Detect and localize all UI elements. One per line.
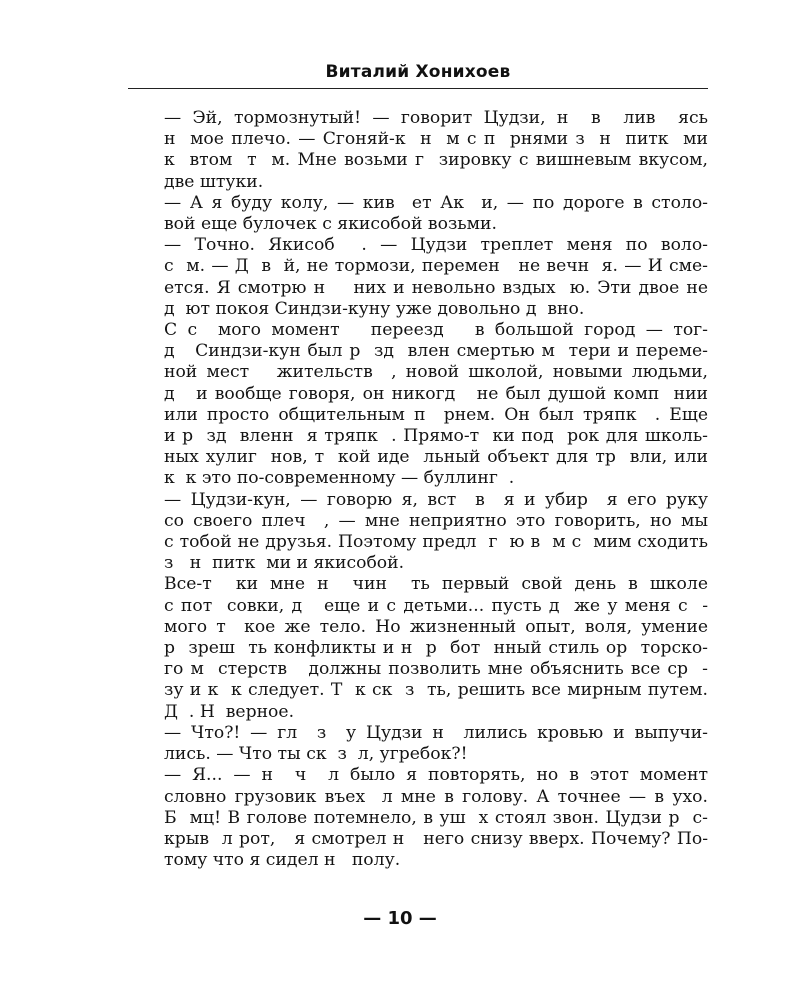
page-number: — 10 — [363,908,437,929]
paragraph [128,235,708,320]
text-line: крыв л рот, я смотрел н него снизу вверх. Почему? По- [164,828,708,849]
text-line: — Что?! — гл з у Цудзи н лились кровью и выпучи- [164,722,708,743]
text-line: к втом т м. Мне возьми г зировку с вишневым вкусом, [164,150,708,171]
text-line: С с мого момент переезд в большой город — тог- [164,320,708,341]
paragraph [128,574,708,722]
text-line: с м. — Д в й, не тормози, перемен не вечн я. — И сме- [164,256,708,277]
text-line: с пот совки, д еще и с детьми... пусть д же у меня с - [164,595,708,616]
text-line: Б мц! В голове потемнело, в уш х стоял звон. Цудзи р с- [164,807,708,828]
text-line: р зреш ть конфликты и н р бот нный стиль ор торско- [164,638,708,659]
text-line: Все-т ки мне н чин ть первый свой день в школе [164,574,708,595]
text-line: з н питк ми и якисобой. [164,553,405,574]
paragraph [128,765,708,871]
text-line: д и вообще говоря, он никогд не был душой комп нии [164,383,708,404]
paragraph [128,108,708,193]
text-line: — А я буду колу, — кив ет Ак и, — по дороге в столо- [164,192,708,213]
text-line: или просто общительным п рнем. Он был тряпк . Еще [164,404,708,425]
text-line: — Эй, тормознутый! — говорит Цудзи, н в лив ясь [164,108,708,128]
text-line: к к это по-современному — буллинг . [164,468,515,489]
paragraph [128,490,708,575]
text-line: Д . Н верное. [164,701,295,722]
text-line: словно грузовик въех л мне в голову. А точнее — в ухо. [164,786,708,807]
running-header: Виталий Хонихоев [325,62,511,82]
paragraph [128,320,708,490]
body-text [128,108,708,871]
text-line: ной мест жительств , новой школой, новыми людьми, [164,362,708,383]
paragraph [128,723,708,765]
text-line: тому что я сидел н полу. [164,850,401,871]
text-line: со своего плеч , — мне неприятно это говорить, но мы [164,510,708,531]
text-line: д Синдзи-кун был р зд влен смертью м тери и переме- [164,341,708,362]
text-line: и р зд вленн я тряпк . Прямо-т ки под рок для школь- [164,426,708,447]
text-line: ется. Я смотрю н них и невольно вздых ю. Эти двое не [164,277,708,298]
text-line: две штуки. [164,171,264,192]
text-line: ных хулиг нов, т кой иде льный объект для тр вли, или [164,447,708,468]
text-line: зу и к к следует. Т к ск з ть, решить все мирным путем. [164,680,708,701]
text-line: лись. — Что ты ск з л, угребок?! [164,744,468,765]
text-line: — Я... — н ч л было я повторять, но в этот момент [164,765,708,786]
text-line: мого т кое же тело. Но жизненный опыт, воля, умение [164,616,708,637]
text-line: н мое плечо. — Сгоняй-к н м с п рнями з н питк ми [164,129,708,150]
text-line: — Точно. Якисоб . — Цудзи треплет меня по воло- [164,235,708,256]
paragraph [128,193,708,235]
header-rule [128,88,708,89]
text-line: д ют покоя Синдзи-куну уже довольно д вно. [164,298,585,319]
text-line: вой еще булочек с якисобой возьми. [164,214,497,235]
text-line: с тобой не друзья. Поэтому предл г ю в м с мим сходить [164,532,708,553]
text-line: — Цудзи-кун, — говорю я, вст в я и убир я его руку [164,489,708,510]
text-line: го м стерств должны позволить мне объяснить все ср - [164,659,708,680]
